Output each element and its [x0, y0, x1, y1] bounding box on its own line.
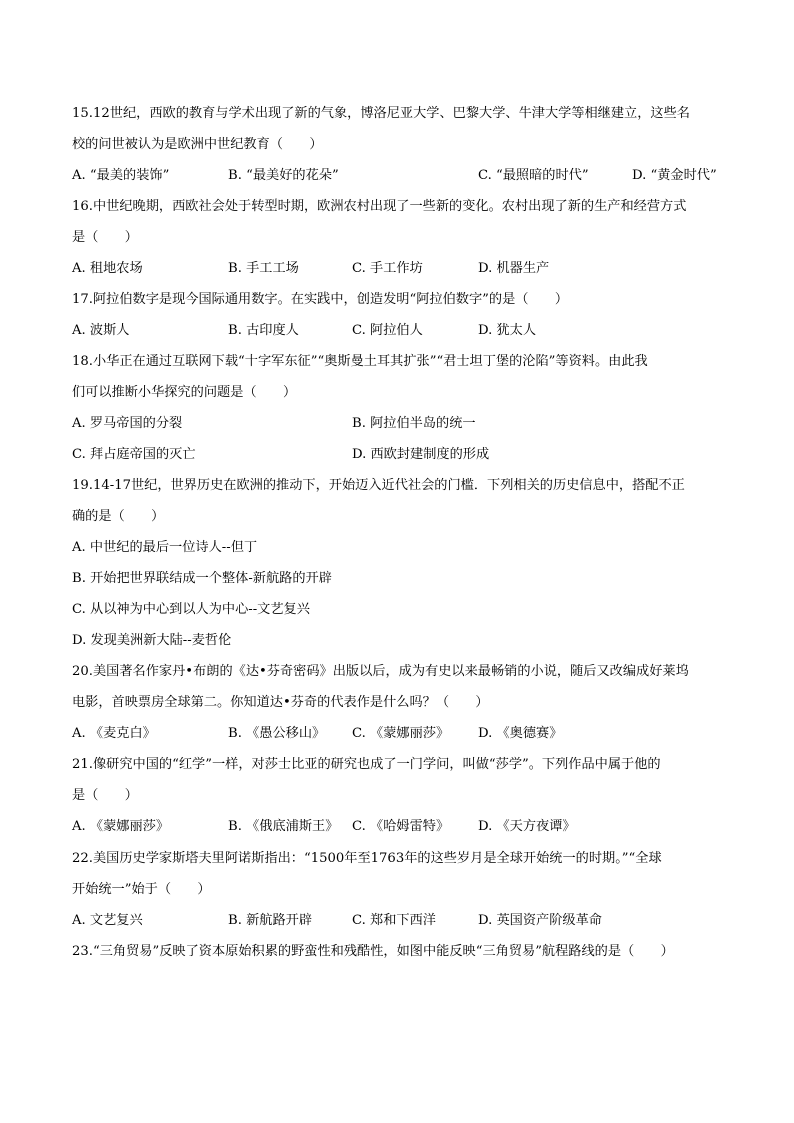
question-15-option-d: D. “黄金时代” [632, 168, 717, 183]
question-17-option-d: D. 犹太人 [478, 323, 537, 338]
question-19-option-a: A. 中世纪的最后一位诗人--但丁 [72, 540, 258, 555]
question-16-option-b: B. 手工工场 [228, 261, 299, 276]
question-21-option-a: A. 《蒙娜丽莎》 [72, 819, 170, 834]
question-16-stem-line-2: 是（ ） [72, 230, 138, 245]
question-16-stem-line-1: 16.中世纪晚期，西欧社会处于转型时期，欧洲农村出现了一些新的变化。农村出现了新的生产和经营方式 [72, 199, 687, 214]
question-19-option-b: B. 开始把世界联结成一个整体-新航路的开辟 [72, 571, 332, 586]
question-18-option-a: A. 罗马帝国的分裂 [72, 416, 183, 431]
question-19-option-c: C. 从以神为中心到以人为中心--文艺复兴 [72, 602, 310, 617]
question-20-option-d: D. 《奥德赛》 [478, 726, 563, 741]
question-20-stem-line-1: 20.美国著名作家丹•布朗的《达•芬奇密码》出版以后，成为有史以来最畅销的小说，随后又改编成好莱坞 [72, 664, 689, 679]
question-18-option-d: D. 西欧封建制度的形成 [352, 447, 490, 462]
question-23-stem-line-1: 23.“三角贸易”反映了资本原始积累的野蛮性和残酷性，如图中能反映“三角贸易”航程路线的是（ ） [72, 944, 674, 959]
question-20-option-b: B. 《愚公移山》 [228, 726, 326, 741]
question-21-option-d: D. 《天方夜谭》 [478, 819, 576, 834]
question-15-stem-line-2: 校的问世被认为是欧洲中世纪教育（ ） [72, 137, 323, 152]
question-15-stem-line-1: 15.12世纪，西欧的教育与学术出现了新的气象，博洛尼亚大学、巴黎大学、牛津大学等相继建立，这些名 [72, 106, 690, 121]
question-17-option-a: A. 波斯人 [72, 323, 130, 338]
question-15-option-a: A. “最美的装饰” [72, 168, 170, 183]
question-21-option-c: C. 《哈姆雷特》 [352, 819, 450, 834]
question-16-option-c: C. 手工作坊 [352, 261, 423, 276]
question-22-option-a: A. 文艺复兴 [72, 913, 143, 928]
question-18-stem-line-1: 18.小华正在通过互联网下载“十字军东征”“奥斯曼土耳其扩张”“君士坦丁堡的沦陷”等资料。由此我 [72, 354, 648, 369]
question-22-stem-line-1: 22.美国历史学家斯塔夫里阿诺斯指出：“1500年至1763年的这些岁月是全球开始统一的时期。”“全球 [72, 851, 662, 866]
question-22-option-b: B. 新航路开辟 [228, 913, 313, 928]
question-19-option-d: D. 发现美洲新大陆--麦哲伦 [72, 633, 232, 648]
question-16-option-a: A. 租地农场 [72, 261, 143, 276]
question-22-stem-line-2: 开始统一”始于（ ） [72, 882, 211, 897]
question-15-option-b: B. “最美好的花朵” [228, 168, 339, 183]
question-16-option-d: D. 机器生产 [478, 261, 550, 276]
question-17-stem-line-1: 17.阿拉伯数字是现今国际通用数字。在实践中，创造发明“阿拉伯数字”的是（ ） [72, 292, 569, 307]
question-20-stem-line-2: 电影，首映票房全球第二。你知道达•芬奇的代表作是什么吗？（ ） [72, 695, 489, 710]
question-20-option-c: C. 《蒙娜丽莎》 [352, 726, 450, 741]
question-18-option-c: C. 拜占庭帝国的灭亡 [72, 447, 196, 462]
question-21-stem-line-1: 21.像研究中国的“红学”一样，对莎士比亚的研究也成了一门学问，叫做“莎学”。下列作品中属于他的 [72, 757, 661, 772]
question-21-stem-line-2: 是（ ） [72, 788, 138, 803]
question-18-stem-line-2: 们可以推断小华探究的问题是（ ） [72, 385, 297, 400]
question-19-stem-line-1: 19.14-17世纪，世界历史在欧洲的推动下，开始迈入近代社会的门槛．下列相关的历史信息中，搭配不正 [72, 478, 685, 493]
question-17-option-b: B. 古印度人 [228, 323, 299, 338]
question-22-option-d: D. 英国资产阶级革命 [478, 913, 602, 928]
question-20-option-a: A. 《麦克白》 [72, 726, 156, 741]
question-21-option-b: B. 《俄底浦斯王》 [228, 819, 339, 834]
question-15-option-c: C. “最照暗的时代” [478, 168, 589, 183]
question-18-option-b: B. 阿拉伯半岛的统一 [352, 416, 476, 431]
question-17-option-c: C. 阿拉伯人 [352, 323, 423, 338]
question-22-option-c: C. 郑和下西洋 [352, 913, 436, 928]
question-19-stem-line-2: 确的是（ ） [72, 509, 165, 524]
